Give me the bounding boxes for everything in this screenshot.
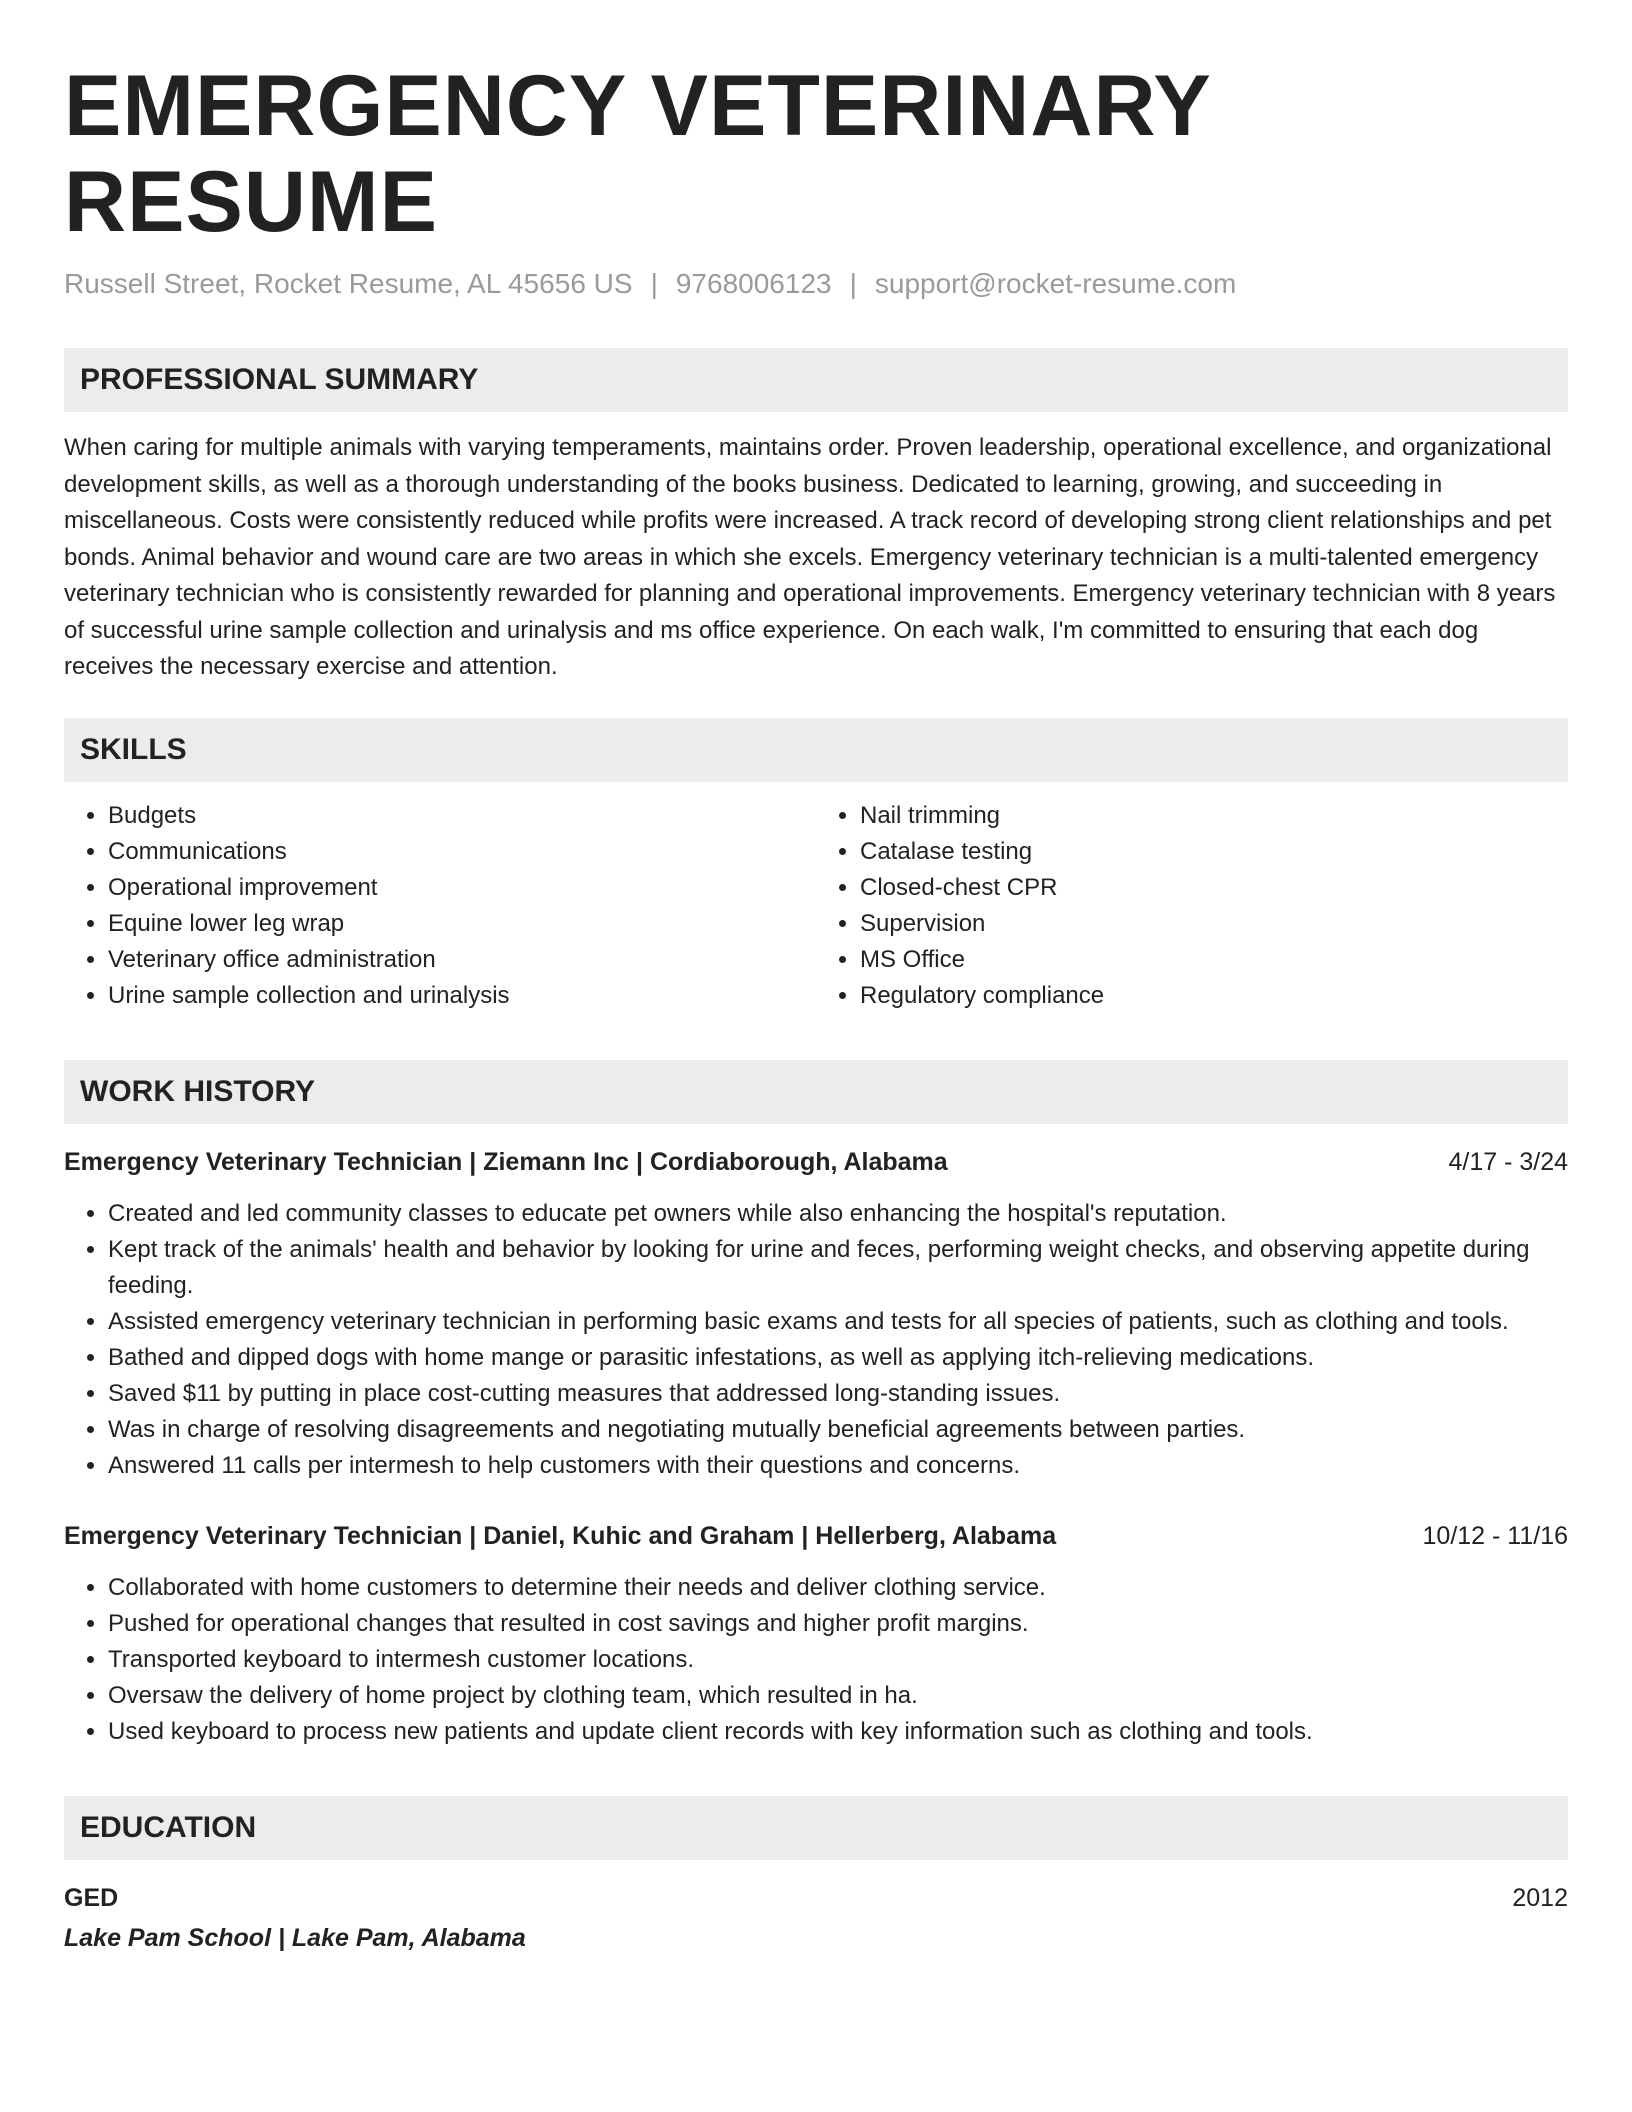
education-entry <box>64 1880 1568 1956</box>
skill-item: • MS Office <box>860 942 1568 978</box>
job-bullet: • Used keyboard to process new patients and update client records with key information such as clothing and tools. <box>108 1714 1568 1750</box>
job-title: Emergency Veterinary Technician | Ziemann Inc | Cordiaborough, Alabama <box>64 1147 948 1176</box>
skill-item: • Urine sample collection and urinalysis <box>108 978 816 1014</box>
job-title: Emergency Veterinary Technician | Daniel, Kuhic and Graham | Hellerberg, Alabama <box>64 1521 1057 1550</box>
job-dates: 4/17 - 3/24 <box>1448 1147 1568 1176</box>
skill-item: • Veterinary office administration <box>108 942 816 978</box>
contact-separator: | <box>849 268 857 299</box>
job-bullet: • Oversaw the delivery of home project by clothing team, which resulted in ha. <box>108 1678 1568 1714</box>
job-bullet: • Collaborated with home customers to determine their needs and deliver clothing service. <box>108 1570 1568 1606</box>
job-dates: 10/12 - 11/16 <box>1422 1521 1568 1550</box>
job-entry <box>64 1518 1568 1750</box>
job-bullet: • Transported keyboard to intermesh customer locations. <box>108 1642 1568 1678</box>
contact-separator: | <box>650 268 658 299</box>
job-bullet: • Kept track of the animals' health and behavior by looking for urine and feces, performing weight checks, and observing appetite during feeding. <box>108 1232 1568 1304</box>
section-header-summary: PROFESSIONAL SUMMARY <box>64 348 1568 412</box>
skill-item: • Communications <box>108 834 816 870</box>
education-year: 2012 <box>1512 1883 1568 1912</box>
section-header-skills: SKILLS <box>64 718 1568 782</box>
job-bullet: • Was in charge of resolving disagreements and negotiating mutually beneficial agreements between parties. <box>108 1412 1568 1448</box>
resume-title: EMERGENCY VETERINARY RESUME <box>64 58 1211 250</box>
skill-item: • Nail trimming <box>860 798 1568 834</box>
job-entry <box>64 1144 1568 1484</box>
education-degree: GED <box>64 1883 119 1912</box>
job-bullet: • Saved $11 by putting in place cost-cutting measures that addressed long-standing issues. <box>108 1376 1568 1412</box>
contact-phone: 9768006123 <box>675 268 832 299</box>
job-bullet: • Answered 11 calls per intermesh to help customers with their questions and concerns. <box>108 1448 1568 1484</box>
skills-column-left <box>64 798 816 1014</box>
job-bullet: • Bathed and dipped dogs with home mange or parasitic infestations, as well as applying itch-relieving medications. <box>108 1340 1568 1376</box>
education-header <box>64 1880 1568 1916</box>
contact-line <box>64 266 1568 302</box>
skill-item: • Operational improvement <box>108 870 816 906</box>
job-header <box>64 1518 1568 1554</box>
education-school: Lake Pam School | Lake Pam, Alabama <box>64 1923 526 1952</box>
job-bullet: • Created and led community classes to educate pet owners while also enhancing the hospital's reputation. <box>108 1196 1568 1232</box>
skills-column-right <box>816 798 1568 1014</box>
job-bullet: • Assisted emergency veterinary technician in performing basic exams and tests for all species of patients, such as clothing and tools. <box>108 1304 1568 1340</box>
job-bullets <box>64 1196 1568 1484</box>
section-header-work: WORK HISTORY <box>64 1060 1568 1124</box>
skill-item: • Closed-chest CPR <box>860 870 1568 906</box>
section-header-education: EDUCATION <box>64 1796 1568 1860</box>
job-header <box>64 1144 1568 1180</box>
job-bullets <box>64 1570 1568 1750</box>
skills-list <box>64 798 1568 1014</box>
skill-item: • Equine lower leg wrap <box>108 906 816 942</box>
skill-item: • Catalase testing <box>860 834 1568 870</box>
job-bullet: • Pushed for operational changes that resulted in cost savings and higher profit margins. <box>108 1606 1568 1642</box>
skill-item: • Budgets <box>108 798 816 834</box>
skill-item: • Regulatory compliance <box>860 978 1568 1014</box>
skill-item: • Supervision <box>860 906 1568 942</box>
contact-address: Russell Street, Rocket Resume, AL 45656 US <box>64 268 633 299</box>
contact-email: support@rocket-resume.com <box>874 268 1237 299</box>
summary-text: When caring for multiple animals with varying temperaments, maintains order. Proven leadership, operational excellence, and organizational development skills, as well as a thorough understanding of the books business. Dedicated to learning, growing, and succeeding in miscellaneous. Costs were consistently reduced while profits were increased. A track record of developing strong client relationships and pet bonds. Animal behavior and wound care are two areas in which she excels. Emergency veterinary technician is a multi-talented emergency veterinary technician who is consistently rewarded for planning and operational improvements. Emergency veterinary technician with 8 years of successful urine sample collection and urinalysis and ms office experience. On each walk, I'm committed to ensuring that each dog receives the necessary exercise and attention. <box>64 434 1556 680</box>
